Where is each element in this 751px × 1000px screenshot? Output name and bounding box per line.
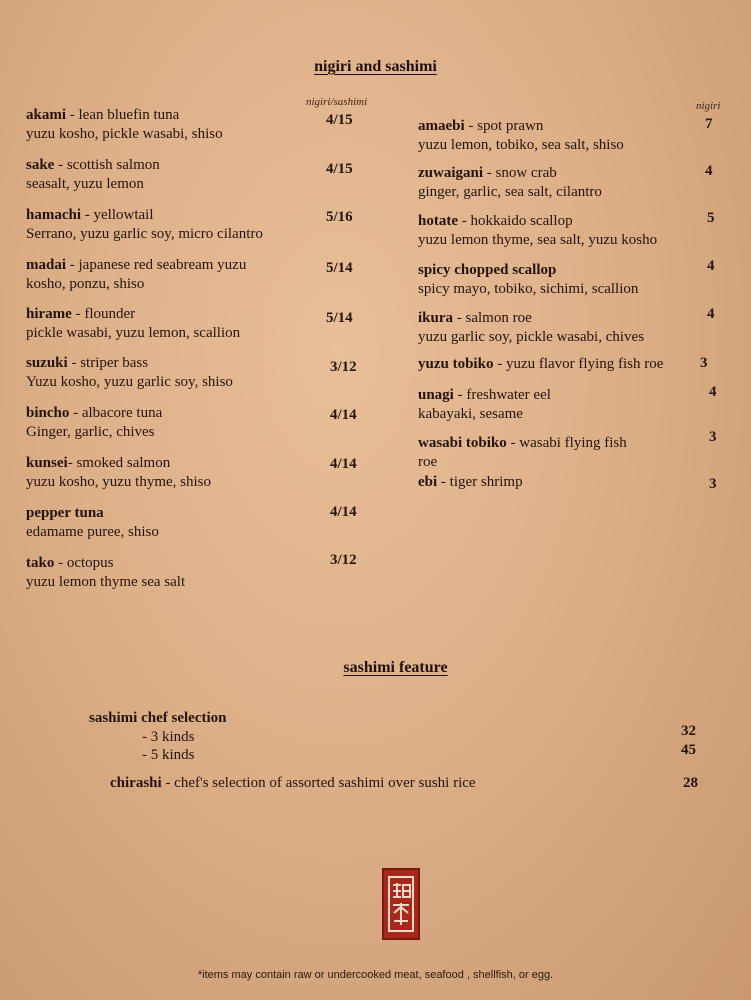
- menu-item-hamachi: [26, 206, 263, 244]
- item-description: spot prawn: [477, 118, 544, 134]
- menu-item-yuzu-tobiko: [418, 355, 663, 374]
- left-column-header: nigiri/sashimi: [306, 96, 368, 108]
- item-toppings: yuzu lemon, tobiko, sea salt, shiso: [418, 137, 624, 153]
- item-separator: -: [66, 107, 79, 123]
- section-title-nigiri-sashimi: nigiri and sashimi: [314, 58, 437, 75]
- item-description: lean bluefin tuna: [78, 107, 180, 123]
- item-separator: -: [506, 435, 520, 451]
- item-description: albacore tuna: [81, 405, 163, 421]
- red-seal-logo: [382, 868, 420, 940]
- option-3-kinds: - 3 kinds: [142, 729, 195, 745]
- item-price: 5/14: [326, 260, 353, 276]
- item-description: freshwater eel: [466, 387, 551, 403]
- item-price: 4: [707, 258, 715, 274]
- item-description: scottish salmon: [66, 157, 160, 173]
- item-name: wasabi tobiko: [418, 435, 507, 451]
- menu-item-ebi: [418, 473, 523, 492]
- item-price: 7: [705, 116, 713, 132]
- item-price: 4/14: [330, 504, 357, 520]
- item-description: salmon roe: [465, 310, 532, 326]
- item-toppings: yuzu garlic soy, pickle wasabi, chives: [418, 329, 645, 345]
- menu-item-hirame: [26, 305, 240, 343]
- chirashi-item: [110, 775, 476, 792]
- item-toppings: edamame puree, shiso: [26, 524, 159, 540]
- item-toppings: yuzu kosho, yuzu thyme, shiso: [26, 474, 211, 490]
- item-name: hirame: [26, 306, 72, 322]
- item-name: ikura: [418, 310, 454, 326]
- item-price: 5/14: [326, 310, 353, 326]
- item-separator: -: [71, 306, 85, 322]
- section-title-sashimi-feature: sashimi feature: [343, 659, 448, 676]
- menu-item-sake: [26, 156, 160, 194]
- item-price: 3/12: [330, 359, 357, 375]
- menu-item-tako: [26, 554, 185, 592]
- option-5-kinds: - 5 kinds: [142, 747, 195, 763]
- item-toppings: yuzu kosho, pickle wasabi, shiso: [26, 126, 223, 142]
- menu-item-kunsei: [26, 454, 211, 492]
- item-description: octopus: [66, 555, 114, 571]
- item-separator: -: [483, 165, 496, 181]
- item-separator: -: [54, 157, 67, 173]
- item-price: 4/15: [326, 161, 353, 177]
- menu-item-pepper-tuna: [26, 504, 159, 542]
- item-description: tiger shrimp: [449, 474, 523, 490]
- item-separator: -: [437, 474, 450, 490]
- item-description: yuzu flavor flying fish roe: [505, 356, 664, 372]
- right-column-header: nigiri: [696, 100, 721, 112]
- option-5-kinds-price: 45: [681, 742, 696, 758]
- item-name: unagi: [418, 387, 454, 403]
- footnote-disclaimer: *items may contain raw or undercooked meat, seafood , shellfish, or egg.: [197, 969, 554, 981]
- menu-item-bincho: [26, 404, 162, 442]
- item-name: suzuki: [26, 355, 68, 371]
- item-description: wasabi flying fish: [519, 435, 627, 451]
- menu-item-suzuki: [26, 354, 233, 392]
- item-description: striper bass: [80, 355, 149, 371]
- item-toppings: Yuzu kosho, yuzu garlic soy, shiso: [26, 374, 233, 390]
- item-toppings: yuzu lemon thyme, sea salt, yuzu kosho: [418, 232, 658, 248]
- item-description: yellowtail: [93, 207, 154, 223]
- item-description: smoked salmon: [76, 455, 171, 471]
- item-toppings: spicy mayo, tobiko, sichimi, scallion: [418, 281, 639, 297]
- item-toppings: yuzu lemon thyme sea salt: [26, 574, 186, 590]
- item-toppings: roe: [418, 454, 438, 470]
- item-separator: -: [69, 405, 82, 421]
- menu-item-wasabi-tobiko: [418, 434, 627, 472]
- item-description: snow crab: [495, 165, 557, 181]
- option-3-kinds-price: 32: [681, 723, 696, 739]
- item-separator: -: [453, 387, 467, 403]
- item-name: bincho: [26, 405, 70, 421]
- menu-item-akami: [26, 106, 223, 144]
- item-price: 5/16: [326, 209, 353, 225]
- item-description: flounder: [84, 306, 136, 322]
- item-description: hokkaido scallop: [470, 213, 573, 229]
- menu-item-zuwaigani: [418, 164, 602, 202]
- item-separator: -: [493, 356, 506, 372]
- chirashi-name: chirashi: [110, 775, 162, 791]
- item-toppings: ginger, garlic, sea salt, cilantro: [418, 184, 602, 200]
- item-price: 3: [709, 429, 717, 445]
- item-separator: -: [67, 455, 77, 471]
- item-separator: -: [67, 355, 81, 371]
- item-name: yuzu tobiko: [418, 356, 494, 372]
- menu-item-spicy-chopped-scallop: [418, 261, 638, 299]
- menu-item-unagi: [418, 386, 551, 424]
- item-separator: -: [81, 207, 94, 223]
- chef-selection-label: sashimi chef selection: [89, 710, 227, 726]
- chirashi-description: - chef's selection of assorted sashimi over sushi rice: [161, 775, 476, 791]
- item-toppings: Serrano, yuzu garlic soy, micro cilantro: [26, 226, 263, 242]
- item-name: akami: [26, 107, 67, 123]
- item-name: madai: [26, 257, 67, 273]
- menu-item-ikura: [418, 309, 644, 347]
- item-price: 4/15: [326, 112, 353, 128]
- seal-glyph-icon: [386, 873, 416, 935]
- item-price: 4/14: [330, 456, 357, 472]
- item-price: 4: [707, 306, 715, 322]
- item-separator: -: [458, 213, 471, 229]
- item-name: zuwaigani: [418, 165, 484, 181]
- item-name: spicy chopped scallop: [418, 262, 557, 278]
- item-description: japanese red seabream yuzu: [78, 257, 247, 273]
- item-toppings: kosho, ponzu, shiso: [26, 276, 145, 292]
- item-price: 3: [700, 355, 708, 371]
- chirashi-price: 28: [683, 775, 698, 791]
- item-name: amaebi: [418, 118, 465, 134]
- item-price: 5: [707, 210, 715, 226]
- item-name: kunsei: [26, 455, 68, 471]
- item-separator: -: [66, 257, 79, 273]
- menu-item-amaebi: [418, 117, 624, 155]
- item-toppings: kabayaki, sesame: [418, 406, 523, 422]
- item-price: 4: [709, 384, 717, 400]
- menu-item-madai: [26, 256, 246, 294]
- item-name: hamachi: [26, 207, 82, 223]
- item-price: 3: [709, 476, 717, 492]
- item-separator: -: [464, 118, 478, 134]
- item-price: 3/12: [330, 552, 357, 568]
- item-toppings: seasalt, yuzu lemon: [26, 176, 144, 192]
- item-price: 4/14: [330, 407, 357, 423]
- item-name: pepper tuna: [26, 505, 104, 521]
- item-name: tako: [26, 555, 55, 571]
- item-name: ebi: [418, 474, 438, 490]
- item-toppings: pickle wasabi, yuzu lemon, scallion: [26, 325, 241, 341]
- item-price: 4: [705, 163, 713, 179]
- item-separator: -: [54, 555, 67, 571]
- item-name: hotate: [418, 213, 458, 229]
- menu-item-hotate: [418, 212, 657, 250]
- item-name: sake: [26, 157, 55, 173]
- item-separator: -: [453, 310, 466, 326]
- item-toppings: Ginger, garlic, chives: [26, 424, 155, 440]
